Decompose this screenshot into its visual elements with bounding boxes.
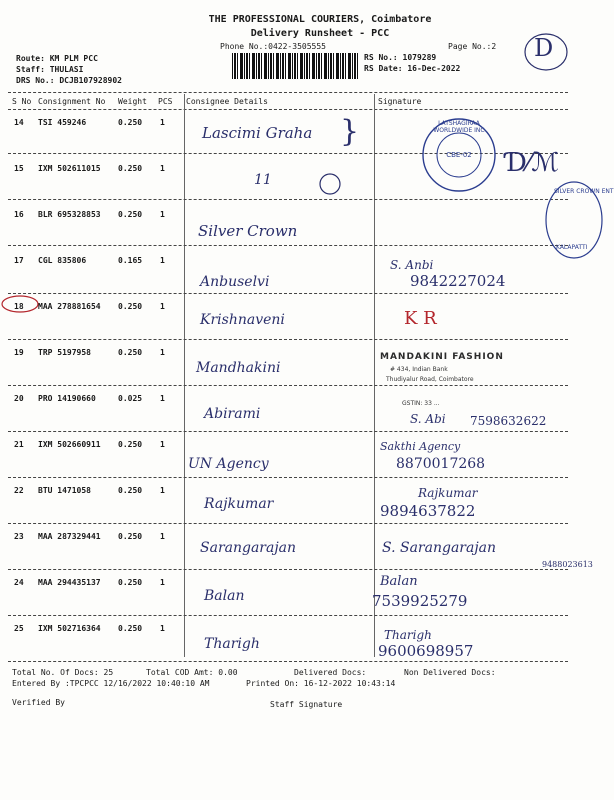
row-pcs: 1 (160, 348, 165, 357)
silver-crown-sub: KALAPATTI (556, 244, 588, 251)
col-pcs: PCS (158, 97, 173, 106)
table-bottom-rule (8, 661, 568, 662)
row-divider (8, 199, 568, 200)
rs-date: RS Date: 16-Dec-2022 (364, 64, 461, 73)
row-pcs: 1 (160, 532, 165, 541)
col-signature: Signature (378, 97, 422, 106)
col-consignment: Consignment No (38, 97, 106, 106)
row-weight: 0.250 (118, 302, 143, 311)
route-label: Route: KM PLM PCC (16, 54, 98, 63)
round-stamp-text: LATSHAGIRAA WORLDWIDE INC (433, 120, 485, 134)
mandakini-gstin: GSTIN: 33 ... (402, 400, 440, 407)
row-pcs: 1 (160, 164, 165, 173)
phone-number: Phone No.:0422-3505555 (220, 42, 326, 51)
row-consignee: Krishnaveni (200, 312, 285, 328)
row-divider (8, 615, 568, 616)
row-sno: 16 (14, 210, 24, 219)
row-weight: 0.250 (118, 624, 143, 633)
row-consignee: Lascimi Graha (202, 124, 313, 142)
row-sno: 20 (14, 394, 24, 403)
row-divider (8, 569, 568, 570)
row-consignee: Balan (204, 588, 245, 604)
col-weight: Weight (118, 97, 147, 106)
row-consignee: Rajkumar (204, 496, 274, 512)
row-highlight-circle (0, 294, 40, 314)
row-phone: 7539925279 (372, 592, 468, 610)
row-consignment: TSI 459246 (38, 118, 87, 127)
staff-label: Staff: THULASI (16, 65, 84, 74)
mandakini-line2: Thudiyalur Road, Coimbatore (386, 376, 474, 383)
row-weight: 0.250 (118, 578, 143, 587)
entered-by: Entered By :TPCPCC 12/16/2022 10:40:10 AM (12, 679, 210, 688)
row-phone: 7598632622 (470, 414, 547, 428)
row-pcs: 1 (160, 578, 165, 587)
encircled-mark (318, 172, 342, 196)
row-sno: 21 (14, 440, 24, 449)
row-signature: K R (404, 308, 437, 329)
row-consignment: IXM 502716364 (38, 624, 101, 633)
row-weight: 0.165 (118, 256, 143, 265)
corner-mark: D (534, 34, 554, 62)
row-sno: 15 (14, 164, 24, 173)
row-signature: S. Anbi (390, 258, 434, 272)
mandakini-line1: # 434, Indian Bank (390, 366, 448, 373)
silver-crown-text: SILVER CROWN ENT (554, 188, 614, 195)
printed-on: Printed On: 16-12-2022 10:43:14 (246, 679, 396, 688)
row-consignment: PRO 14190660 (38, 394, 96, 403)
corner-circle (522, 30, 570, 74)
row-phone: 9600698957 (378, 642, 474, 660)
signature-scribble-1: Ɗ⁄ℳ (506, 148, 559, 178)
row-signature: Rajkumar (418, 486, 478, 500)
silver-crown-stamp (540, 180, 614, 260)
company-name: THE PROFESSIONAL COURIERS, Coimbatore (208, 14, 432, 25)
round-stamp-code: CBE-02 (446, 151, 472, 159)
row-phone: 8870017268 (396, 456, 486, 472)
row-consignee: Tharigh (204, 636, 260, 652)
row-consignment: MAA 294435137 (38, 578, 101, 587)
round-stamp (420, 116, 498, 194)
row-pcs: 1 (160, 256, 165, 265)
row-sno: 19 (14, 348, 24, 357)
row-signature: S. Abi (410, 412, 446, 426)
row-consignee: Sarangarajan (200, 540, 297, 556)
row-weight: 0.250 (118, 164, 143, 173)
brace-mark: } (340, 114, 360, 149)
row-weight: 0.025 (118, 394, 143, 403)
row-consignment: MAA 278881654 (38, 302, 101, 311)
row-consignment: IXM 502660911 (38, 440, 101, 449)
row-sno: 18 (14, 302, 24, 311)
row-consignee: UN Agency (188, 456, 269, 472)
row-sno: 14 (14, 118, 24, 127)
row-sno: 17 (14, 256, 24, 265)
row-pcs: 1 (160, 118, 165, 127)
table-header-rule (8, 109, 568, 110)
row-weight: 0.250 (118, 210, 143, 219)
row-weight: 0.250 (118, 440, 143, 449)
drs-number: DRS No.: DCJB107928902 (16, 76, 122, 85)
row-consignment: TRP 5197958 (38, 348, 91, 357)
row-consignment: BTU 1471058 (38, 486, 91, 495)
row-signature: S. Sarangarajan (382, 540, 497, 556)
row-pcs: 1 (160, 486, 165, 495)
row-pcs: 1 (160, 440, 165, 449)
col-sno: S No (12, 97, 32, 106)
staff-signature: Staff Signature (270, 700, 343, 709)
non-delivered-docs: Non Delivered Docs: (404, 668, 496, 677)
col-consignee: Consignee Details (186, 97, 268, 106)
consignee-column-line (184, 94, 185, 657)
total-docs: Total No. Of Docs: 25 (12, 668, 114, 677)
row-consignee: Abirami (204, 406, 261, 422)
row-consignment: BLR 695328853 (38, 210, 101, 219)
mandakini-name: MANDAKINI FASHION (380, 352, 504, 362)
row-divider (8, 477, 568, 478)
row-weight: 0.250 (118, 532, 143, 541)
row-divider (8, 293, 568, 294)
row-weight: 0.250 (118, 118, 143, 127)
row-consignment: MAA 287329441 (38, 532, 101, 541)
table-top-rule (8, 92, 568, 93)
row-divider (8, 245, 568, 246)
barcode (232, 53, 358, 79)
row-pcs: 1 (160, 302, 165, 311)
delivered-docs: Delivered Docs: (294, 668, 367, 677)
row-phone: 9842227024 (410, 272, 506, 290)
row-signature: Balan (380, 574, 418, 589)
total-cod: Total COD Amt: 0.00 (146, 668, 238, 677)
row-sno: 23 (14, 532, 24, 541)
row-phone: 9488023613 (542, 560, 593, 569)
row-consignee: 11 (254, 172, 272, 188)
row-divider (8, 385, 568, 386)
sheet-title: Delivery Runsheet - PCC (250, 28, 390, 39)
row-consignment: IXM 502611015 (38, 164, 101, 173)
row-consignee: Mandhakini (196, 360, 281, 376)
row-consignment: CGL 835806 (38, 256, 87, 265)
row-pcs: 1 (160, 624, 165, 633)
row-pcs: 1 (160, 210, 165, 219)
row-phone: 9894637822 (380, 502, 476, 520)
page-number: Page No.:2 (448, 42, 497, 51)
row-divider (8, 339, 568, 340)
row-weight: 0.250 (118, 348, 143, 357)
row-consignee: Silver Crown (198, 222, 298, 240)
row-pcs: 1 (160, 394, 165, 403)
row-sno: 22 (14, 486, 24, 495)
row-divider (8, 523, 568, 524)
row-consignee: Anbuselvi (200, 274, 270, 290)
verified-by: Verified By (12, 698, 65, 707)
row-weight: 0.250 (118, 486, 143, 495)
row-sno: 24 (14, 578, 24, 587)
signature-column-line (374, 94, 375, 657)
row-divider (8, 431, 568, 432)
rs-number: RS No.: 1079289 (364, 53, 437, 62)
row-signature: Tharigh (384, 628, 432, 642)
row-signature: Sakthi Agency (380, 440, 461, 453)
row-sno: 25 (14, 624, 24, 633)
